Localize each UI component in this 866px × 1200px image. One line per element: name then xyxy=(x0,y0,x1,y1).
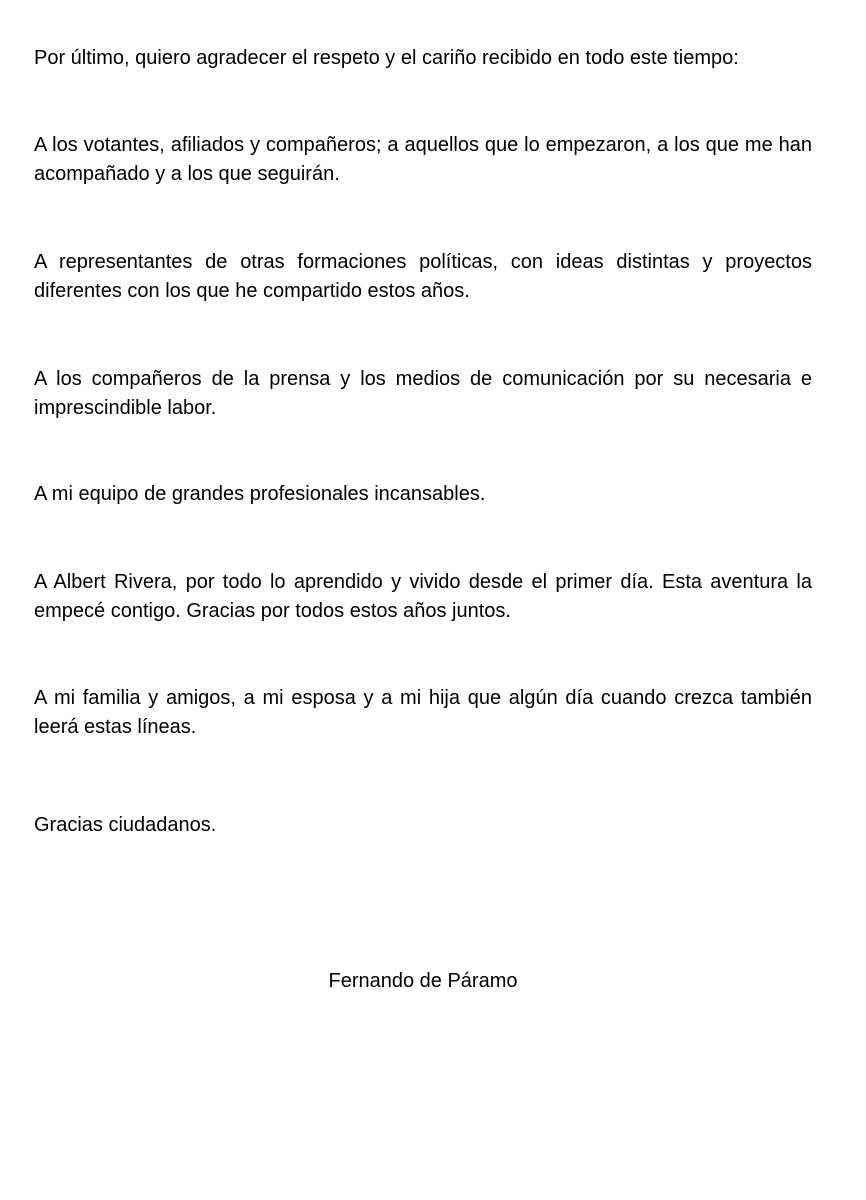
paragraph-closing: Gracias ciudadanos. xyxy=(34,814,217,836)
paragraph-intro: Por último, quiero agradecer el respeto y el cariño recibido en todo este tiempo: xyxy=(34,47,739,69)
paragraph-albert-rivera: A Albert Rivera, por todo lo aprendido y vivido desde el primer día. Esta aventura la empecé contigo. Gracias por todos estos años juntos. xyxy=(34,571,812,622)
signature-name: Fernando de Páramo xyxy=(328,970,518,992)
paragraph-voters: A los votantes, afiliados y compañeros; a aquellos que lo empezaron, a los que me han acompañado y a los que seguirán. xyxy=(34,134,812,185)
paragraph-team: A mi equipo de grandes profesionales incansables. xyxy=(34,483,486,505)
paragraph-other-parties: A representantes de otras formaciones políticas, con ideas distintas y proyectos diferentes con los que he compartido estos años. xyxy=(34,251,812,302)
paragraph-press: A los compañeros de la prensa y los medios de comunicación por su necesaria e imprescindible labor. xyxy=(34,368,812,419)
paragraph-family: A mi familia y amigos, a mi esposa y a mi hija que algún día cuando crezca también leerá estas líneas. xyxy=(34,687,812,738)
